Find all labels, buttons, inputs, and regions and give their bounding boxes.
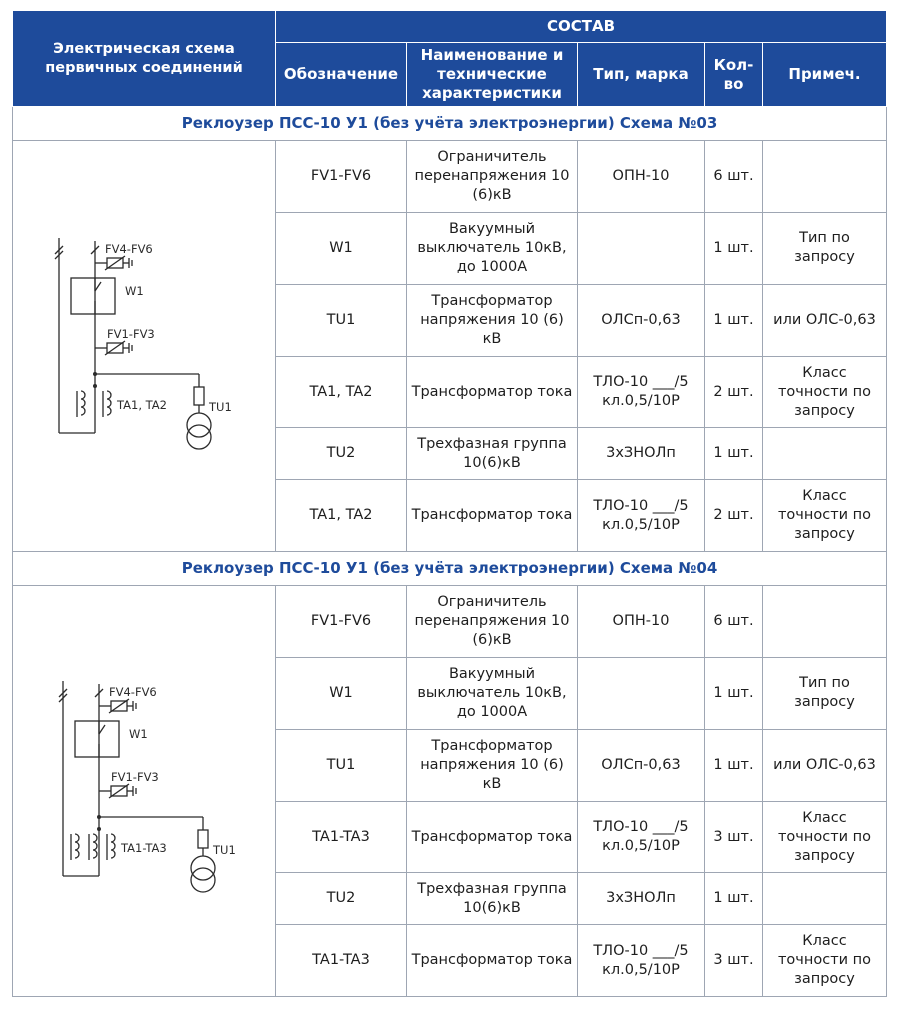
header-qty: Кол-во — [705, 43, 763, 107]
cell-note: или ОЛС-0,63 — [763, 284, 887, 356]
spec-sheet — [12, 10, 886, 997]
label-vt: TU1 — [209, 400, 232, 414]
cell-name: Вакуумный выключатель 10кВ, до 1000А — [407, 657, 578, 729]
cell-designation: TA1-TA3 — [276, 925, 407, 997]
label-ct: TA1, TA2 — [117, 398, 167, 412]
table-row — [13, 586, 887, 658]
cell-name: Трансформатор тока — [407, 801, 578, 873]
cell-name: Трансформатор тока — [407, 480, 578, 552]
cell-type: ТЛО-10 ___/5 кл.0,5/10Р — [578, 925, 705, 997]
cell-note — [763, 141, 887, 213]
cell-type: ТЛО-10 ___/5 кл.0,5/10Р — [578, 480, 705, 552]
cell-designation: W1 — [276, 212, 407, 284]
cell-note: Тип по запросу — [763, 657, 887, 729]
cell-type: 3хЗНОЛп — [578, 873, 705, 925]
cell-type: ОЛСп-0,63 — [578, 284, 705, 356]
label-switch: W1 — [129, 727, 148, 741]
cell-qty: 3 шт. — [705, 801, 763, 873]
table-row — [13, 141, 887, 213]
section-title: Реклоузер ПСС-10 У1 (без учёта электроэнергии) Схема №03 — [13, 107, 887, 141]
cell-qty: 1 шт. — [705, 428, 763, 480]
label-fv-bottom: FV1-FV3 — [107, 327, 155, 341]
label-fv-bottom: FV1-FV3 — [111, 770, 159, 784]
cell-note: Класс точности по запросу — [763, 480, 887, 552]
cell-qty: 6 шт. — [705, 141, 763, 213]
header-note: Примеч. — [763, 43, 887, 107]
cell-name: Вакуумный выключатель 10кВ, до 1000А — [407, 212, 578, 284]
cell-qty: 6 шт. — [705, 586, 763, 658]
cell-note: Тип по запросу — [763, 212, 887, 284]
cell-qty: 1 шт. — [705, 873, 763, 925]
cell-type: ОЛСп-0,63 — [578, 729, 705, 801]
cell-type: ОПН-10 — [578, 141, 705, 213]
cell-name: Трансформатор тока — [407, 925, 578, 997]
cell-designation: FV1-FV6 — [276, 586, 407, 658]
composition-table — [12, 10, 887, 997]
cell-qty: 1 шт. — [705, 657, 763, 729]
cell-designation: TU1 — [276, 729, 407, 801]
header-designation: Обозначение — [276, 43, 407, 107]
cell-designation: TA1, TA2 — [276, 356, 407, 428]
cell-note — [763, 428, 887, 480]
cell-qty: 1 шт. — [705, 729, 763, 801]
cell-designation: FV1-FV6 — [276, 141, 407, 213]
cell-designation: W1 — [276, 657, 407, 729]
cell-name: Трехфазная группа 10(6)кВ — [407, 873, 578, 925]
cell-qty: 3 шт. — [705, 925, 763, 997]
cell-name: Трансформатор напряжения 10 (6) кВ — [407, 284, 578, 356]
cell-name: Ограничитель перенапряжения 10 (6)кВ — [407, 586, 578, 658]
cell-qty: 2 шт. — [705, 480, 763, 552]
cell-designation: TA1-TA3 — [276, 801, 407, 873]
cell-note: Класс точности по запросу — [763, 356, 887, 428]
schema-diagram — [13, 586, 276, 997]
cell-type: ТЛО-10 ___/5 кл.0,5/10Р — [578, 801, 705, 873]
label-switch: W1 — [125, 284, 144, 298]
header-name: Наименование и технические характеристики — [407, 43, 578, 107]
cell-designation: TU2 — [276, 873, 407, 925]
cell-designation: TU1 — [276, 284, 407, 356]
cell-qty: 2 шт. — [705, 356, 763, 428]
circuit-diagram — [13, 586, 276, 996]
header-composition: СОСТАВ — [276, 11, 887, 43]
cell-name: Трехфазная группа 10(6)кВ — [407, 428, 578, 480]
cell-name: Трансформатор тока — [407, 356, 578, 428]
cell-designation: TU2 — [276, 428, 407, 480]
cell-type: 3хЗНОЛп — [578, 428, 705, 480]
label-fv-top: FV4-FV6 — [109, 685, 157, 699]
cell-type: ОПН-10 — [578, 586, 705, 658]
cell-type — [578, 657, 705, 729]
cell-type — [578, 212, 705, 284]
cell-name: Ограничитель перенапряжения 10 (6)кВ — [407, 141, 578, 213]
schema-diagram — [13, 141, 276, 552]
circuit-diagram — [13, 141, 276, 551]
cell-note: Класс точности по запросу — [763, 925, 887, 997]
cell-qty: 1 шт. — [705, 212, 763, 284]
cell-type: ТЛО-10 ___/5 кл.0,5/10Р — [578, 356, 705, 428]
label-vt: TU1 — [213, 843, 236, 857]
header-scheme-title: Электрическая схема первичных соединений — [13, 11, 276, 107]
section-title: Реклоузер ПСС-10 У1 (без учёта электроэнергии) Схема №04 — [13, 552, 887, 586]
cell-note: или ОЛС-0,63 — [763, 729, 887, 801]
label-ct: TA1-TA3 — [121, 841, 167, 855]
cell-name: Трансформатор напряжения 10 (6) кВ — [407, 729, 578, 801]
cell-note — [763, 586, 887, 658]
cell-qty: 1 шт. — [705, 284, 763, 356]
cell-designation: TA1, TA2 — [276, 480, 407, 552]
cell-note: Класс точности по запросу — [763, 801, 887, 873]
header-type: Тип, марка — [578, 43, 705, 107]
label-fv-top: FV4-FV6 — [105, 242, 153, 256]
cell-note — [763, 873, 887, 925]
